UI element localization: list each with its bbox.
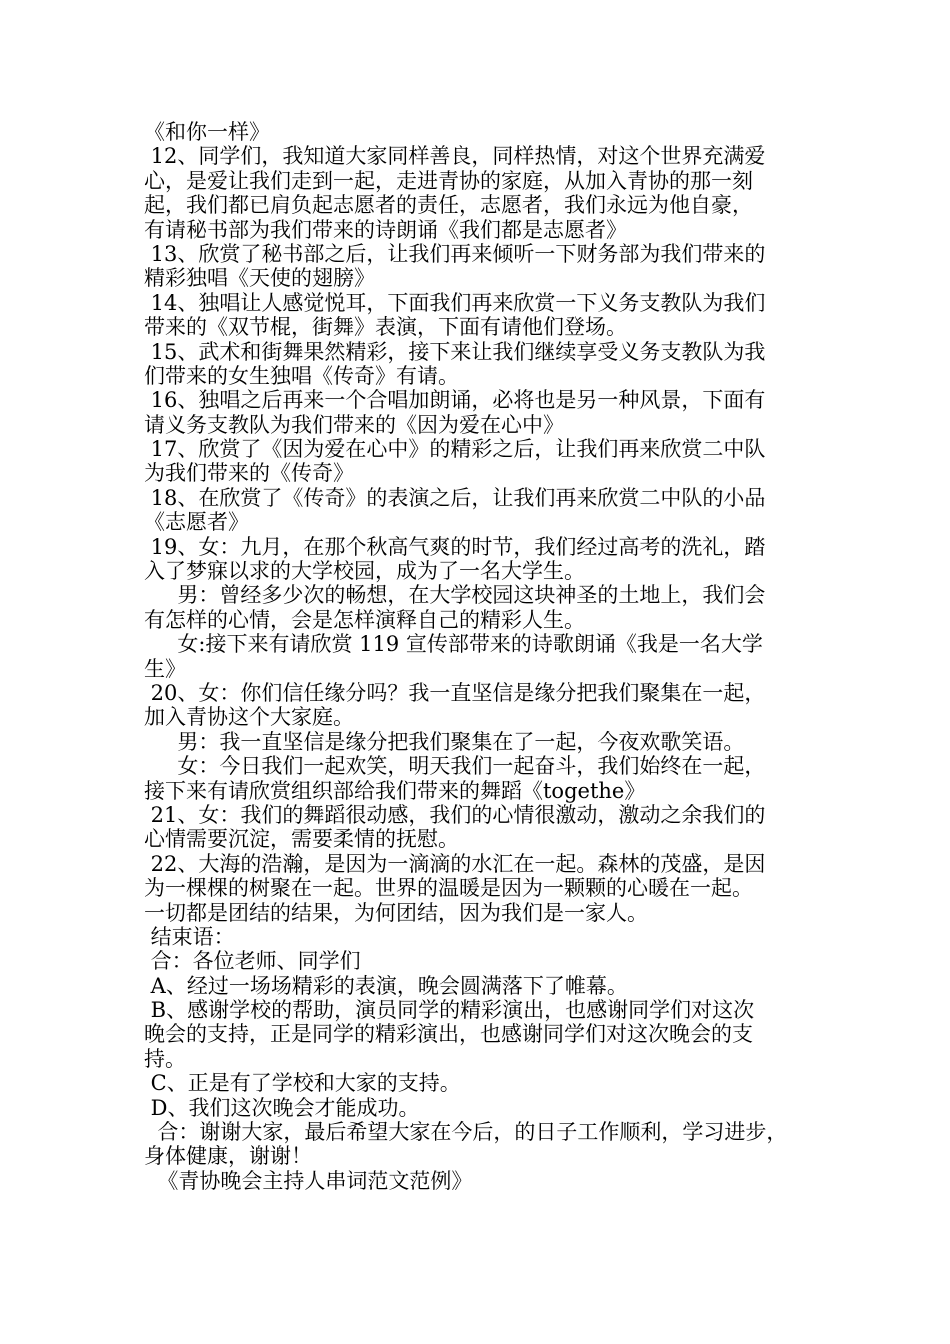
text-line: 生》 [144,656,186,681]
text-line: 15、武术和街舞果然精彩，接下来让我们继续享受义务支教队为我 [144,339,766,364]
text-line: 女:接下来有请欣赏 119 宣传部带来的诗歌朗诵《我是一名大学 [144,632,763,657]
text-line: 男：曾经多少次的畅想，在大学校园这块神圣的土地上，我们会 [144,583,766,608]
text-line: 12、同学们，我知道大家同样善良，同样热情，对这个世界充满爱 [144,144,766,169]
text-line: 有请秘书部为我们带来的诗朗诵《我们都是志愿者》 [144,217,627,242]
text-line: 16、独唱之后再来一个合唱加朗诵，必将也是另一种风景，下面有 [144,388,766,413]
text-line: 为一棵棵的树聚在一起。世界的温暖是因为一颗颗的心暖在一起。 [144,876,753,901]
text-line: 加入青协这个大家庭。 [144,705,354,730]
text-line: 男：我一直坚信是缘分把我们聚集在了一起，今夜欢歌笑语。 [144,729,745,754]
text-line: 21、女：我们的舞蹈很动感，我们的心情很激动，激动之余我们的 [144,802,766,827]
text-line: 19、女：九月，在那个秋高气爽的时节，我们经过高考的洗礼，踏 [144,534,766,559]
text-line: 为我们带来的《传奇》 [144,461,354,486]
text-line: 带来的《双节棍，街舞》表演，下面有请他们登场。 [144,315,627,340]
text-line: 接下来有请欣赏组织部给我们带来的舞蹈《togethe》 [144,778,646,803]
text-line: 《青协晚会主持人串词范文范例》 [144,1168,473,1193]
text-line: 身体健康，谢谢！ [144,1144,312,1169]
text-line: C、正是有了学校和大家的支持。 [144,1071,461,1096]
text-line: 22、大海的浩瀚，是因为一滴滴的水汇在一起。森林的茂盛，是因 [144,851,766,876]
text-line: B、感谢学校的帮助，演员同学的精彩演出，也感谢同学们对这次 [144,998,755,1023]
text-line: 17、欣赏了《因为爱在心中》的精彩之后，让我们再来欣赏二中队 [144,437,766,462]
text-line: 一切都是团结的结果，为何团结，因为我们是一家人。 [144,900,648,925]
text-line: 有怎样的心情，会是怎样演释自己的精彩人生。 [144,607,585,632]
text-line: 结束语： [144,924,235,949]
text-line: 合：谢谢大家，最后希望大家在今后，的日子工作顺利，学习进步， [144,1120,788,1145]
text-line: 《和你一样》 [144,120,270,144]
text-line: 请义务支教队为我们带来的《因为爱在心中》 [144,412,564,437]
text-line: 们带来的女生独唱《传奇》有请。 [144,363,459,388]
text-line: A、经过一场场精彩的表演，晚会圆满落下了帷幕。 [144,973,628,998]
text-line: 心情需要沉淀，需要柔情的抚慰。 [144,827,459,852]
text-line: 18、在欣赏了《传奇》的表演之后，让我们再来欣赏二中队的小品 [144,485,766,510]
text-line: 20、女：你们信任缘分吗？我一直坚信是缘分把我们聚集在一起， [144,680,766,705]
text-line: 入了梦寐以求的大学校园，成为了一名大学生。 [144,559,585,584]
text-line: 心，是爱让我们走到一起，走进青协的家庭，从加入青协的那一刻 [144,168,753,193]
text-line: 持。 [144,1046,186,1071]
document-body [144,120,816,1193]
text-line: D、我们这次晚会才能成功。 [144,1095,420,1120]
text-line: 13、欣赏了秘书部之后，让我们再来倾听一下财务部为我们带来的 [144,241,766,266]
text-line: 合：各位老师、同学们 [144,949,361,974]
text-line: 精彩独唱《天使的翅膀》 [144,266,375,291]
text-line: 晚会的支持，正是同学的精彩演出，也感谢同学们对这次晚会的支 [144,1022,753,1047]
text-line: 14、独唱让人感觉悦耳，下面我们再来欣赏一下义务支教队为我们 [144,290,766,315]
text-line: 《志愿者》 [144,510,249,535]
text-line: 女：今日我们一起欢笑，明天我们一起奋斗，我们始终在一起， [144,754,766,779]
text-line: 起，我们都已肩负起志愿者的责任，志愿者，我们永远为他自豪， [144,193,753,218]
